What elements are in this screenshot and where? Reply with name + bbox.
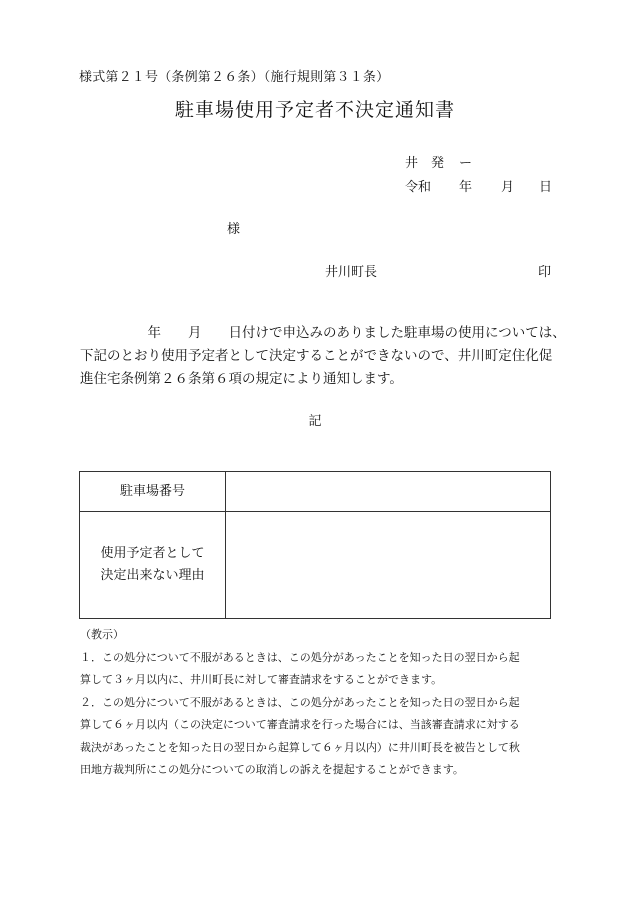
addressee-suffix: 様 — [227, 222, 241, 237]
body-line: 進住宅条例第２６条第６項の規定により通知します。 — [80, 371, 403, 387]
form-number: 様式第２１号（条例第２６条）（施行規則第３１条） — [79, 70, 390, 85]
date-era: 令和 — [405, 180, 432, 195]
notes-line: ２．この処分について不服があるときは、この処分があったことを知った日の翌日から起 — [80, 695, 520, 709]
date-month: 月 — [501, 180, 515, 195]
info-table — [79, 471, 551, 619]
body-text — [80, 322, 566, 391]
doc-number-issue: 発 — [431, 156, 445, 171]
sender-name: 井川町長 — [325, 265, 378, 280]
notes-line: 算して６ヶ月以内（この決定について審査請求を行った場合には、当該審査請求に対する — [80, 718, 520, 731]
notes-line: 田地方裁判所にこの処分についての取消しの訴えを提起することができます。 — [80, 763, 464, 776]
notes-section — [80, 624, 560, 782]
body-line: 下記のとおり使用予定者として決定することができないので、井川町定住化促 — [80, 348, 553, 364]
parking-number-label: 駐車場番号 — [80, 472, 226, 512]
parking-number-cell[interactable] — [226, 472, 551, 512]
ki-heading: 記 — [308, 414, 322, 429]
reason-label-line1: 使用予定者として — [100, 546, 205, 561]
document-title: 駐車場使用予定者不決定通知書 — [174, 99, 455, 121]
reason-label-line2: 決定出来ない理由 — [100, 568, 205, 583]
table-row — [80, 472, 551, 512]
reason-cell[interactable] — [226, 512, 551, 619]
date-year: 年 — [459, 180, 473, 195]
seal-mark: 印 — [538, 265, 552, 280]
notes-line: 裁決があったことを知った日の翌日から起算して６ヶ月以内）に井川町長を被告として秋 — [80, 740, 520, 754]
notes-line: １．この処分について不服があるときは、この処分があったことを知った日の翌日から起 — [80, 650, 520, 664]
notes-heading: （教示） — [80, 628, 124, 641]
reason-label — [80, 512, 226, 619]
doc-number-dash: ー — [459, 156, 473, 171]
doc-number-prefix: 井 — [405, 156, 419, 171]
date-day: 日 — [539, 180, 553, 195]
body-line: 年 月 日付けで申込みのありました駐車場の使用については、 — [80, 325, 566, 341]
table-row — [80, 512, 551, 619]
notes-line: 算して３ヶ月以内に、井川町長に対して審査請求をすることができます。 — [80, 673, 443, 686]
